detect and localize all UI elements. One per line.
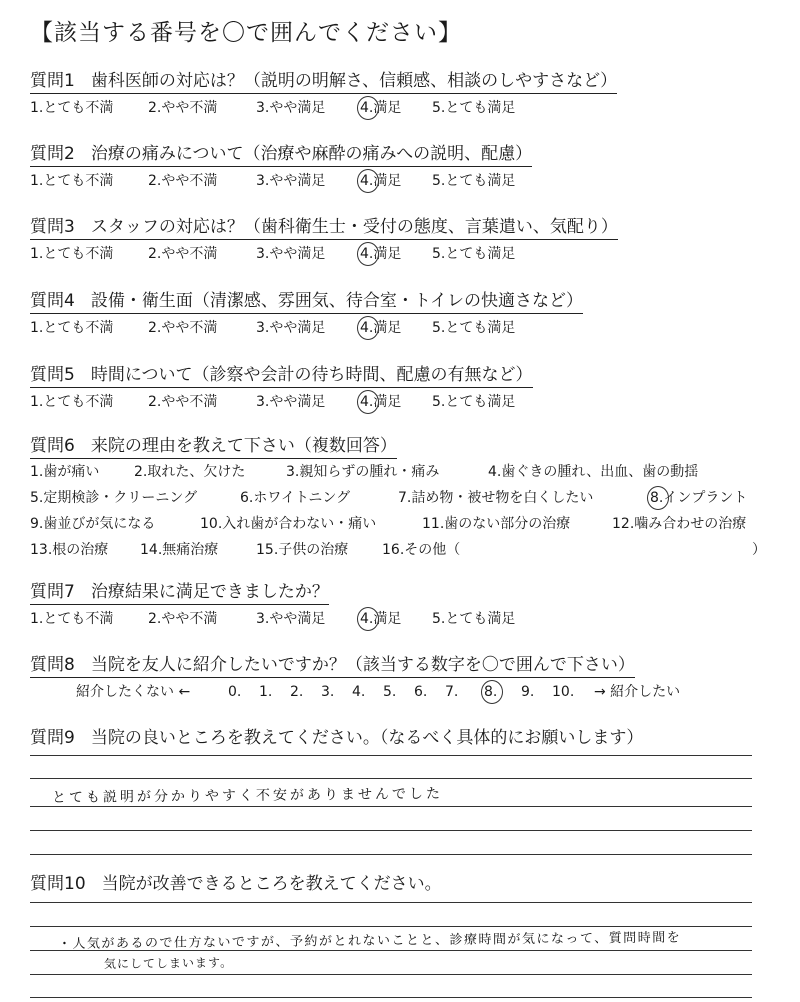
rating-option-3[interactable]: 3.やや満足 (256, 100, 326, 116)
question-text: 当院を友人に紹介したいですか？（該当する数字を〇で囲んで下さい） (90, 655, 635, 675)
reason-option-4[interactable]: 4.歯ぐきの腫れ、出血、歯の動揺 (488, 464, 699, 480)
rating-option-2[interactable]: 2.やや不満 (148, 246, 218, 262)
reason-option-2[interactable]: 2.取れた、欠けた (134, 464, 246, 480)
scale-right-label: → 紹介したい (594, 684, 681, 700)
question-10-title (30, 873, 442, 896)
rating-option-1[interactable]: 1.とても不満 (30, 611, 114, 627)
reason-option-8-selected[interactable]: 8.インプラント (650, 490, 748, 506)
question-1-title (30, 70, 617, 94)
rating-option-1[interactable]: 1.とても不満 (30, 320, 114, 336)
answer-line (30, 778, 752, 779)
scale-7[interactable]: 7. (445, 684, 459, 700)
question-number: 質問5 (30, 365, 75, 385)
rating-option-5[interactable]: 5.とても満足 (432, 394, 516, 410)
reason-option-15[interactable]: 15.子供の治療 (256, 542, 349, 558)
question-text: 治療結果に満足できましたか？ (90, 582, 329, 602)
question-text: 歯科医師の対応は？（説明の明解さ、信頼感、相談のしやすさなど） (90, 71, 618, 91)
rating-option-2[interactable]: 2.やや不満 (148, 320, 218, 336)
rating-option-5[interactable]: 5.とても満足 (432, 246, 516, 262)
question-10-answer-line-2[interactable]: 気にしてしまいます。 (103, 955, 234, 971)
reason-option-1[interactable]: 1.歯が痛い (30, 464, 100, 480)
scale-1[interactable]: 1. (259, 684, 273, 700)
question-text: 来院の理由を教えて下さい（複数回答） (90, 436, 397, 456)
rating-option-4-selected[interactable]: 4.満足 (360, 611, 402, 627)
reason-option-9[interactable]: 9.歯並びが気になる (30, 516, 156, 532)
scale-left-label: 紹介したくない ← (76, 684, 191, 700)
scale-3[interactable]: 3. (321, 684, 335, 700)
question-9-title (30, 727, 643, 750)
scale-8-selected[interactable]: 8. (484, 684, 498, 700)
rating-option-4-selected[interactable]: 4.満足 (360, 320, 402, 336)
question-text: 当院の良いところを教えてください。（なるべく具体的にお願いします） (90, 728, 644, 748)
question-9-answer[interactable]: とても説明が分かりやすく不安がありませんでした (51, 785, 444, 806)
question-10-answer-line-1[interactable]: ・人気があるので仕方ないですが、予約がとれないことと、診療時間が気になって、質問時間を (57, 930, 682, 952)
question-number: 質問10 (30, 874, 86, 894)
answer-line (30, 755, 752, 756)
reason-option-3[interactable]: 3.親知らずの腫れ・痛み (286, 464, 440, 480)
rating-option-3[interactable]: 3.やや満足 (256, 246, 326, 262)
question-4-title (30, 290, 583, 314)
rating-option-3[interactable]: 3.やや満足 (256, 320, 326, 336)
rating-option-1[interactable]: 1.とても不満 (30, 394, 114, 410)
question-number: 質問9 (30, 728, 75, 748)
answer-line (30, 950, 752, 951)
question-number: 質問3 (30, 217, 75, 237)
question-text: 当院が改善できるところを教えてください。 (101, 874, 442, 894)
rating-option-4-selected[interactable]: 4.満足 (360, 100, 402, 116)
scale-6[interactable]: 6. (414, 684, 428, 700)
question-text: 時間について（診察や会計の待ち時間、配慮の有無など） (90, 365, 533, 385)
question-8-title (30, 654, 635, 678)
question-5-title (30, 364, 533, 388)
answer-line (30, 854, 752, 855)
rating-option-1[interactable]: 1.とても不満 (30, 100, 114, 116)
answer-line (30, 806, 752, 807)
answer-line (30, 902, 752, 903)
rating-option-3[interactable]: 3.やや満足 (256, 611, 326, 627)
scale-10[interactable]: 10. (552, 684, 575, 700)
question-number: 質問6 (30, 436, 75, 456)
reason-option-11[interactable]: 11.歯のない部分の治療 (422, 516, 571, 532)
question-text: スタッフの対応は？（歯科衛生士・受付の態度、言葉遣い、気配り） (90, 217, 618, 237)
reason-option-13[interactable]: 13.根の治療 (30, 542, 109, 558)
answer-line (30, 974, 752, 975)
rating-option-3[interactable]: 3.やや満足 (256, 394, 326, 410)
reason-option-10[interactable]: 10.入れ歯が合わない・痛い (200, 516, 377, 532)
question-number: 質問8 (30, 655, 75, 675)
reason-option-14[interactable]: 14.無痛治療 (140, 542, 219, 558)
reason-option-7[interactable]: 7.詰め物・被せ物を白くしたい (398, 490, 594, 506)
reason-option-16[interactable]: 16.その他（ (382, 542, 461, 558)
rating-option-1[interactable]: 1.とても不満 (30, 173, 114, 189)
answer-line (30, 997, 752, 998)
rating-option-2[interactable]: 2.やや不満 (148, 611, 218, 627)
rating-option-5[interactable]: 5.とても満足 (432, 611, 516, 627)
scale-9[interactable]: 9. (521, 684, 535, 700)
answer-line (30, 830, 752, 831)
rating-option-2[interactable]: 2.やや不満 (148, 100, 218, 116)
reason-option-5[interactable]: 5.定期検診・クリーニング (30, 490, 198, 506)
question-number: 質問7 (30, 582, 75, 602)
scale-2[interactable]: 2. (290, 684, 304, 700)
rating-option-3[interactable]: 3.やや満足 (256, 173, 326, 189)
page-heading: 【該当する番号を〇で囲んでください】 (30, 20, 462, 46)
rating-option-1[interactable]: 1.とても不満 (30, 246, 114, 262)
rating-option-4-selected[interactable]: 4.満足 (360, 173, 402, 189)
rating-option-4-selected[interactable]: 4.満足 (360, 246, 402, 262)
rating-option-5[interactable]: 5.とても満足 (432, 100, 516, 116)
scale-0[interactable]: 0. (228, 684, 242, 700)
question-2-title (30, 143, 532, 167)
scale-5[interactable]: 5. (383, 684, 397, 700)
question-number: 質問2 (30, 144, 75, 164)
other-close-paren: ） (752, 542, 766, 558)
rating-option-5[interactable]: 5.とても満足 (432, 320, 516, 336)
reason-option-6[interactable]: 6.ホワイトニング (240, 490, 351, 506)
question-6-title (30, 435, 397, 459)
question-number: 質問1 (30, 71, 75, 91)
question-7-title (30, 581, 329, 605)
question-text: 治療の痛みについて（治療や麻酔の痛みへの説明、配慮） (90, 144, 533, 164)
rating-option-5[interactable]: 5.とても満足 (432, 173, 516, 189)
scale-4[interactable]: 4. (352, 684, 366, 700)
rating-option-2[interactable]: 2.やや不満 (148, 173, 218, 189)
question-number: 質問4 (30, 291, 75, 311)
reason-option-12[interactable]: 12.噛み合わせの治療 (612, 516, 747, 532)
question-text: 設備・衛生面（清潔感、雰囲気、待合室・トイレの快適さなど） (90, 291, 583, 311)
rating-option-2[interactable]: 2.やや不満 (148, 394, 218, 410)
question-3-title (30, 216, 618, 240)
rating-option-4-selected[interactable]: 4.満足 (360, 394, 402, 410)
